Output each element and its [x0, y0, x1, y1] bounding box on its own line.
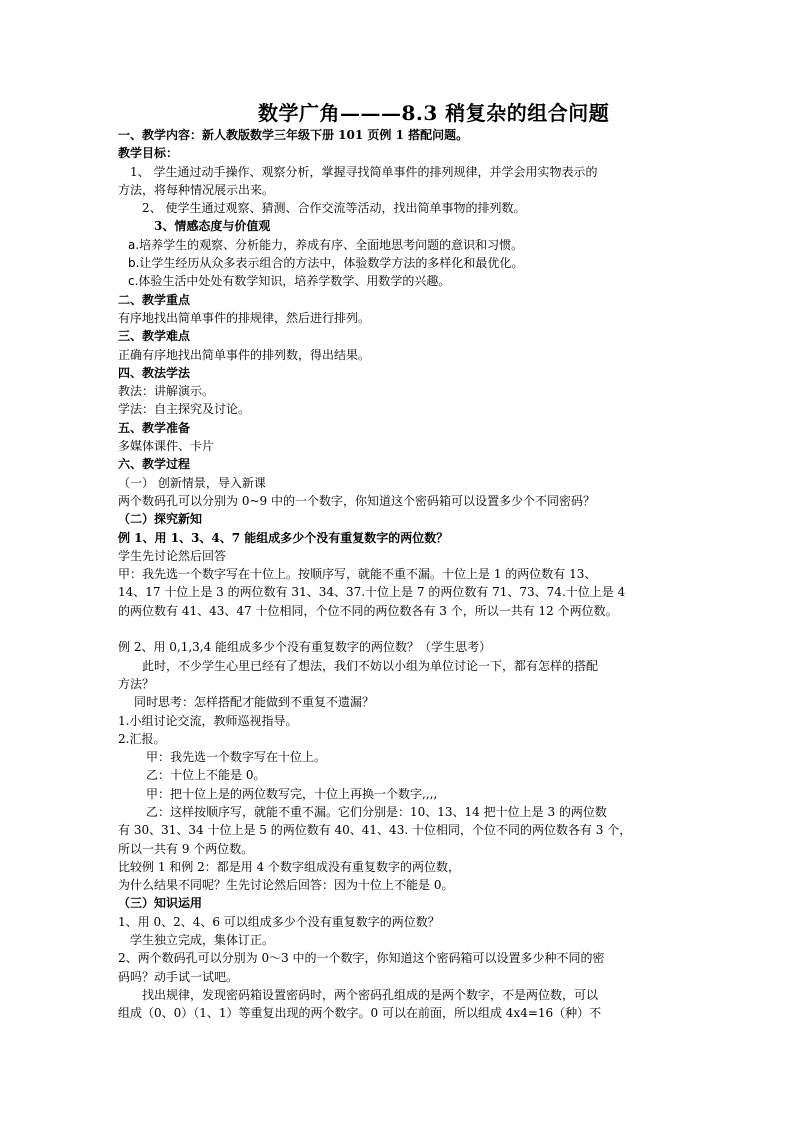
- compare-line-2: 为什么结果不同呢？生先讨论然后回答：因为十位上不能是 0。: [118, 878, 454, 893]
- report-jia-2: 甲：把十位上是的两位数写完，十位上再换一个数字,,,,: [146, 786, 438, 801]
- key-points-text: 有序地找出简单事件的排规律，然后进行排列。: [118, 310, 371, 325]
- rule-line-2: 组成（0、0）（1、1）等重复出现的两个数字。0 可以在前面，所以组成 4x4=16（种）不: [118, 1006, 602, 1021]
- objective-3c: c.体验生活中处处有数学知识，培养学数学、用数学的兴趣。: [128, 274, 451, 289]
- report-jia-1: 甲：我先选一个数字写在十位上。: [146, 750, 327, 765]
- example-1-answer-line-2: 14、17 十位上是 3 的两位数有 31、34、37.十位上是 7 的两位数有 71、73、74.十位上是 4: [118, 585, 626, 600]
- example-1-answer-line-1: 甲：我先选一个数字写在十位上。按顺序写，就能不重不漏。十位上是 1 的两位数有 13、: [118, 567, 597, 582]
- blank-line: [118, 620, 678, 638]
- example-1-question: 例 1、用 1、3、4、7 能组成多少个没有重复数字的两位数？: [118, 530, 449, 545]
- objective-1-line-1: 1、 学生通过动手操作、观察分析，掌握寻找简单事件的排列规律，并学会用实物表示的: [130, 164, 598, 179]
- example-2-discussion-line-2: 方法？: [118, 676, 155, 691]
- objective-3a: a.培养学生的观察、分析能力，养成有序、全面地思考问题的意识和习惯。: [128, 237, 524, 252]
- section-heading-key-points: 二、教学重点: [118, 292, 191, 307]
- example-1-answer-line-3: 的两位数有 41、43、47 十位相同，个位不同的两位数各有 3 个，所以一共有 12 个两位数。: [118, 603, 618, 618]
- process-part-2-heading: （二）探究新知: [118, 512, 203, 527]
- section-heading-difficulties: 三、教学难点: [118, 329, 191, 344]
- example-2-think: 同时思考：怎样搭配才能做到不重复不遗漏？: [134, 695, 375, 710]
- example-2-step-2: 2.汇报。: [118, 731, 166, 746]
- learning-method: 学法：自主探究及讨论。: [118, 402, 251, 417]
- objective-2: 2、 使学生通过观察、猜测、合作交流等活动，找出简单事物的排列数。: [142, 201, 526, 216]
- section-heading-content: 一、教学内容：新人教版数学三年级下册 101 页例 1 搭配问题。: [118, 128, 469, 142]
- example-1-instruction: 学生先讨论然后回答: [118, 548, 227, 563]
- example-2-discussion-line-1: 此时，不少学生心里已经有了想法，我们不妨以小组为单位讨论一下，都有怎样的搭配: [142, 658, 599, 673]
- report-yi-2-line-1: 乙：这样按顺序写，就能不重不漏。它们分别是：10、13、14 把十位上是 3 的两位数: [146, 804, 607, 819]
- report-yi-1: 乙：十位上不能是 0。: [146, 768, 266, 783]
- objective-1-line-2: 方法，将每种情况展示出来。: [118, 182, 275, 197]
- section-heading-process: 六、教学过程: [118, 457, 191, 472]
- exercise-1: 1、用 0、2、4、6 可以组成多少个没有重复数字的两位数？: [118, 914, 440, 929]
- teaching-method: 教法：讲解演示。: [118, 384, 215, 399]
- example-2-question: 例 2、用 0,1,3,4 能组成多少个没有重复数字的两位数？（学生思考）: [118, 640, 492, 655]
- section-heading-preparation: 五、教学准备: [118, 420, 191, 435]
- report-yi-2-line-2: 有 30、31、34 十位上是 5 的两位数有 40、41、43. 十位相同，个位不同的两位数各有 3 个，: [118, 823, 632, 838]
- report-yi-2-line-3: 所以一共有 9 个两位数。: [118, 841, 254, 856]
- process-part-1-heading: （一） 创新情景，导入新课: [118, 475, 266, 490]
- document-body: [118, 126, 678, 1023]
- example-2-step-1: 1.小组讨论交流，教师巡视指导。: [118, 713, 298, 728]
- document-title: 数学广角———8.3 稍复杂的组合问题: [258, 101, 610, 125]
- compare-line-1: 比较例 1 和例 2：都是用 4 个数字组成没有重复数字的两位数，: [118, 859, 460, 874]
- exercise-1-instruction: 学生独立完成，集体订正。: [130, 933, 275, 948]
- section-heading-methods: 四、教法学法: [118, 365, 191, 380]
- objective-3-heading: 3、情感态度与价值观: [154, 219, 271, 234]
- process-part-3-heading: （三）知识运用: [118, 896, 203, 911]
- rule-line-1: 找出规律，发现密码箱设置密码时，两个密码孔组成的是两个数字，不是两位数，可以: [142, 987, 599, 1002]
- objective-3b: b.让学生经历从众多表示组合的方法中，体验数学方法的多样化和最优化。: [128, 256, 524, 271]
- exercise-2-line-1: 2、两个数码孔可以分别为 0～3 中的一个数字，你知道这个密码箱可以设置多少种不同的密: [118, 951, 605, 966]
- section-heading-objectives: 教学目标：: [118, 146, 179, 161]
- preparation-text: 多媒体课件、卡片: [118, 439, 215, 454]
- exercise-2-line-2: 码吗？动手试一试吧。: [118, 969, 239, 984]
- difficulties-text: 正确有序地找出简单事件的排列数，得出结果。: [118, 347, 371, 362]
- process-part-1-question: 两个数码孔可以分别为 0~9 中的一个数字，你知道这个密码箱可以设置多少个不同密码？: [118, 493, 595, 508]
